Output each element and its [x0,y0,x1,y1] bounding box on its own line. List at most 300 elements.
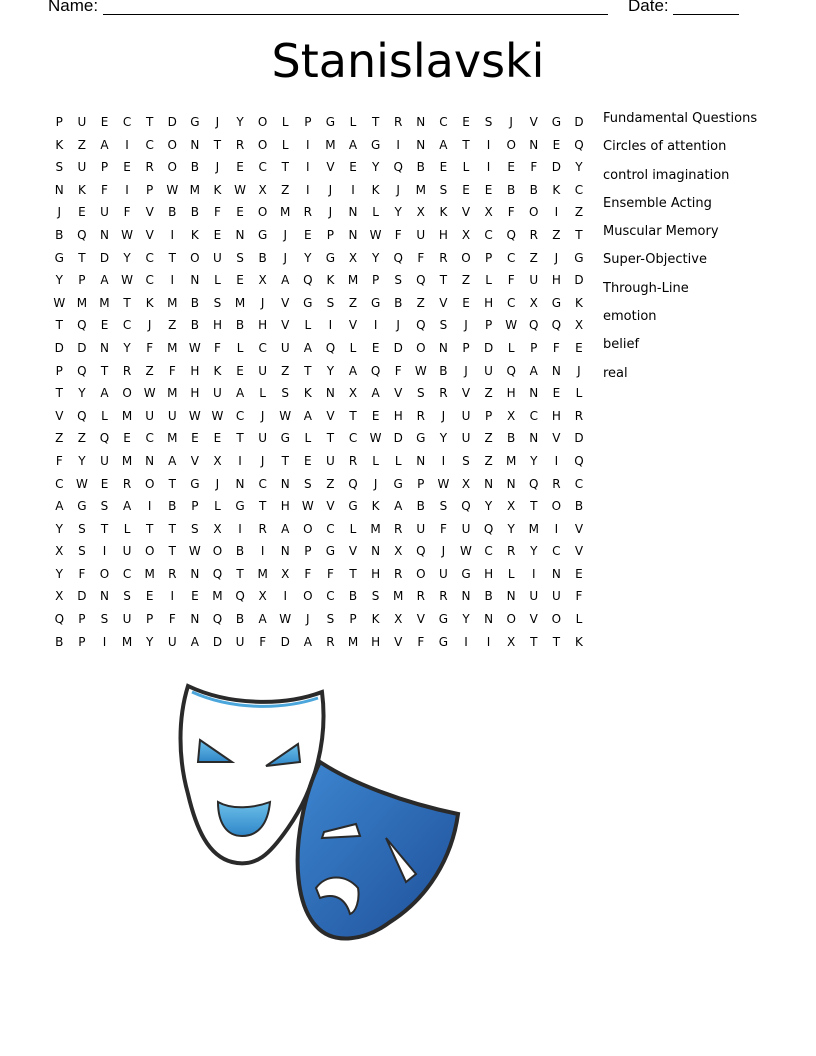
name-field[interactable] [103,0,608,15]
grid-letter[interactable]: W [369,431,382,446]
grid-letter[interactable]: B [507,182,516,197]
grid-letter[interactable]: T [168,521,176,536]
grid-letter[interactable]: A [439,137,448,152]
grid-letter[interactable]: C [326,589,335,604]
grid-letter[interactable]: X [394,544,403,559]
grid-letter[interactable]: P [304,544,312,559]
grid-letter[interactable]: S [55,160,64,175]
grid-letter[interactable]: W [437,476,450,491]
grid-letter[interactable]: A [100,273,109,288]
grid-letter[interactable]: W [143,386,156,401]
grid-letter[interactable]: I [531,566,536,581]
grid-letter[interactable]: F [259,634,267,649]
grid-letter[interactable]: M [99,295,110,310]
grid-letter[interactable]: U [461,408,471,423]
grid-letter[interactable]: P [417,476,425,491]
grid-letter[interactable]: V [281,295,290,310]
grid-letter[interactable]: A [303,340,312,355]
grid-letter[interactable]: X [213,453,222,468]
grid-letter[interactable]: O [506,137,516,152]
grid-letter[interactable]: T [371,115,380,129]
grid-letter[interactable]: O [167,137,177,152]
grid-letter[interactable]: I [306,137,310,152]
grid-letter[interactable]: W [121,273,134,288]
grid-letter[interactable]: O [506,612,516,627]
grid-letter[interactable]: O [551,499,562,514]
grid-letter[interactable]: N [145,453,155,468]
grid-letter[interactable]: T [530,634,538,649]
grid-letter[interactable]: S [281,386,290,401]
grid-letter[interactable]: M [393,589,404,604]
grid-letter[interactable]: L [485,273,492,288]
grid-letter[interactable]: U [416,227,426,242]
grid-letter[interactable]: X [507,499,516,514]
grid-letter[interactable]: G [280,431,290,446]
grid-letter[interactable]: N [529,431,539,446]
grid-letter[interactable]: O [257,205,268,220]
grid-letter[interactable]: I [306,182,310,197]
grid-letter[interactable]: O [303,589,313,604]
grid-letter[interactable]: I [328,318,333,333]
grid-letter[interactable]: A [281,273,290,288]
grid-letter[interactable]: G [235,499,245,514]
grid-letter[interactable]: N [529,137,539,152]
grid-letter[interactable]: R [507,544,516,559]
grid-letter[interactable]: J [260,408,265,423]
grid-letter[interactable]: X [461,227,471,242]
grid-letter[interactable]: Z [326,476,335,491]
grid-letter[interactable]: K [552,182,561,197]
grid-letter[interactable]: T [100,521,109,536]
grid-letter[interactable]: C [484,544,493,559]
grid-letter[interactable]: E [371,408,380,423]
grid-letter[interactable]: Q [235,589,245,604]
grid-letter[interactable]: E [304,453,312,468]
grid-letter[interactable]: P [484,250,493,265]
grid-letter[interactable]: T [281,160,289,175]
grid-letter[interactable]: H [190,363,200,378]
grid-letter[interactable]: X [394,612,403,627]
grid-letter[interactable]: Q [483,521,494,536]
grid-letter[interactable]: S [462,453,470,468]
grid-letter[interactable]: Z [484,386,493,401]
grid-letter[interactable]: G [393,476,403,491]
grid-letter[interactable]: F [530,160,538,175]
grid-letter[interactable]: R [348,453,358,468]
grid-letter[interactable]: M [212,589,223,604]
grid-letter[interactable]: X [213,521,222,536]
grid-letter[interactable]: I [170,227,175,242]
grid-letter[interactable]: Y [78,453,86,468]
grid-letter[interactable]: T [439,273,448,288]
grid-letter[interactable]: A [122,499,132,514]
grid-letter[interactable]: C [574,182,584,197]
grid-letter[interactable]: S [123,589,131,604]
grid-letter[interactable]: T [236,431,244,446]
grid-letter[interactable]: T [168,476,176,491]
grid-letter[interactable]: L [349,521,357,536]
grid-letter[interactable]: Q [212,612,223,627]
grid-letter[interactable]: I [373,318,378,333]
grid-letter[interactable]: I [170,589,175,604]
grid-letter[interactable]: I [147,499,152,514]
grid-letter[interactable]: M [347,273,359,288]
grid-letter[interactable]: W [234,182,246,197]
grid-letter[interactable]: D [54,340,64,355]
grid-letter[interactable]: F [507,273,515,288]
grid-letter[interactable]: M [505,453,517,468]
grid-letter[interactable]: C [258,340,267,355]
grid-letter[interactable]: X [258,589,267,604]
grid-letter[interactable]: N [438,340,448,355]
grid-letter[interactable]: S [236,250,244,265]
grid-letter[interactable]: A [394,499,403,514]
grid-letter[interactable]: R [552,476,561,491]
grid-letter[interactable]: Q [416,544,426,559]
grid-letter[interactable]: T [213,137,222,152]
grid-letter[interactable]: R [394,521,403,536]
grid-letter[interactable]: M [325,137,336,152]
grid-letter[interactable]: C [348,431,358,446]
grid-letter[interactable]: Q [303,273,313,288]
grid-letter[interactable]: J [554,250,559,265]
grid-letter[interactable]: Y [326,363,335,378]
grid-letter[interactable]: N [484,612,494,627]
grid-letter[interactable]: I [486,160,491,175]
grid-letter[interactable]: F [214,340,221,355]
grid-letter[interactable]: E [236,160,244,175]
grid-letter[interactable]: Z [416,295,425,310]
grid-letter[interactable]: N [506,476,516,491]
grid-letter[interactable]: I [554,205,559,220]
grid-letter[interactable]: W [166,182,179,197]
grid-letter[interactable]: L [507,340,515,355]
grid-letter[interactable]: Q [551,318,562,333]
grid-letter[interactable]: B [235,318,245,333]
grid-letter[interactable]: F [417,250,425,265]
grid-letter[interactable]: U [461,431,471,446]
grid-letter[interactable]: R [326,634,335,649]
grid-letter[interactable]: S [213,295,222,310]
grid-letter[interactable]: R [303,205,312,220]
grid-letter[interactable]: G [438,634,449,649]
grid-letter[interactable]: U [461,521,471,536]
grid-letter[interactable]: T [146,115,154,129]
grid-letter[interactable]: P [326,227,335,242]
grid-letter[interactable]: I [102,634,107,649]
grid-letter[interactable]: Y [530,453,538,468]
grid-letter[interactable]: D [212,634,223,649]
grid-letter[interactable]: T [530,499,538,514]
grid-letter[interactable]: N [280,544,290,559]
grid-letter[interactable]: S [304,476,312,491]
grid-letter[interactable]: J [396,182,400,197]
grid-letter[interactable]: W [188,340,201,355]
grid-letter[interactable]: I [396,137,400,152]
grid-letter[interactable]: H [371,634,381,649]
grid-letter[interactable]: B [529,182,538,197]
grid-letter[interactable]: Z [77,431,86,446]
grid-letter[interactable]: A [303,634,312,649]
grid-letter[interactable]: N [190,566,200,581]
grid-letter[interactable]: V [326,408,335,423]
grid-letter[interactable]: R [122,476,132,491]
grid-letter[interactable]: S [326,612,335,627]
grid-letter[interactable]: Z [574,205,584,220]
grid-letter[interactable]: Y [530,544,538,559]
grid-letter[interactable]: U [235,634,245,649]
grid-letter[interactable]: K [213,182,222,197]
grid-letter[interactable]: C [235,408,245,423]
grid-letter[interactable]: A [100,137,109,152]
grid-letter[interactable]: G [325,250,336,265]
grid-letter[interactable]: U [145,408,155,423]
grid-letter[interactable]: J [464,318,468,333]
grid-letter[interactable]: V [394,386,403,401]
grid-letter[interactable]: B [190,318,199,333]
grid-letter[interactable]: N [416,453,426,468]
grid-letter[interactable]: E [123,160,131,175]
grid-letter[interactable]: K [55,137,64,152]
grid-letter[interactable]: I [441,453,446,468]
grid-letter[interactable]: U [529,273,539,288]
grid-letter[interactable]: O [303,521,313,536]
grid-letter[interactable]: H [438,227,448,242]
grid-letter[interactable]: I [486,137,491,152]
grid-letter[interactable]: L [575,386,583,401]
grid-letter[interactable]: G [416,431,426,446]
grid-letter[interactable]: Y [507,521,515,536]
grid-letter[interactable]: G [370,295,381,310]
grid-letter[interactable]: L [304,431,312,446]
grid-letter[interactable]: K [326,273,335,288]
grid-letter[interactable]: U [529,589,539,604]
grid-letter[interactable]: E [100,318,109,333]
grid-letter[interactable]: T [236,566,244,581]
grid-letter[interactable]: R [439,589,448,604]
grid-letter[interactable]: A [281,521,290,536]
grid-letter[interactable]: Z [484,453,493,468]
grid-letter[interactable]: A [529,363,538,378]
grid-letter[interactable]: G [257,227,268,242]
grid-letter[interactable]: R [439,250,448,265]
grid-letter[interactable]: G [303,295,313,310]
grid-letter[interactable]: T [349,566,357,581]
grid-letter[interactable]: S [78,521,86,536]
grid-letter[interactable]: C [506,295,516,310]
grid-letter[interactable]: B [168,499,177,514]
grid-letter[interactable]: H [551,273,561,288]
grid-letter[interactable]: Q [574,137,584,152]
grid-letter[interactable]: J [57,205,62,220]
grid-letter[interactable]: C [145,273,154,288]
grid-letter[interactable]: J [441,544,446,559]
date-field[interactable] [673,0,739,15]
grid-letter[interactable]: S [484,115,493,129]
grid-letter[interactable]: G [190,115,200,129]
grid-letter[interactable]: O [257,137,268,152]
grid-letter[interactable]: L [575,612,583,627]
grid-letter[interactable]: X [348,386,358,401]
grid-letter[interactable]: R [122,363,132,378]
grid-letter[interactable]: C [145,250,154,265]
grid-letter[interactable]: E [145,589,154,604]
grid-letter[interactable]: R [394,115,403,129]
grid-letter[interactable]: B [235,612,245,627]
grid-letter[interactable]: J [260,295,265,310]
grid-letter[interactable]: F [507,205,515,220]
grid-letter[interactable]: D [77,589,87,604]
grid-letter[interactable]: Q [393,160,403,175]
grid-letter[interactable]: D [393,340,403,355]
grid-letter[interactable]: U [122,612,132,627]
grid-letter[interactable]: M [121,634,133,649]
grid-letter[interactable]: Q [99,431,110,446]
grid-letter[interactable]: T [349,408,357,423]
grid-letter[interactable]: G [325,115,336,129]
grid-letter[interactable]: Y [55,566,63,581]
grid-letter[interactable]: I [486,634,491,649]
grid-letter[interactable]: Q [348,476,358,491]
grid-letter[interactable]: E [462,295,470,310]
grid-letter[interactable]: F [417,634,425,649]
grid-letter[interactable]: W [279,408,292,423]
grid-letter[interactable]: Q [77,318,87,333]
grid-letter[interactable]: P [371,273,380,288]
grid-letter[interactable]: A [168,453,177,468]
grid-letter[interactable]: J [260,453,265,468]
grid-letter[interactable]: V [552,431,561,446]
grid-letter[interactable]: B [348,589,358,604]
grid-letter[interactable]: G [348,499,358,514]
grid-letter[interactable]: G [325,544,336,559]
grid-letter[interactable]: E [100,476,109,491]
grid-letter[interactable]: T [168,544,176,559]
grid-letter[interactable]: V [190,453,199,468]
grid-letter[interactable]: E [552,386,561,401]
grid-letter[interactable]: X [529,295,538,310]
grid-letter[interactable]: Z [77,137,86,152]
grid-letter[interactable]: O [122,386,132,401]
grid-letter[interactable]: Q [54,612,65,627]
grid-letter[interactable]: E [575,340,583,355]
grid-letter[interactable]: B [484,589,493,604]
grid-letter[interactable]: M [76,295,88,310]
grid-letter[interactable]: C [552,544,561,559]
grid-letter[interactable]: X [55,544,64,559]
grid-letter[interactable]: C [529,408,538,423]
grid-letter[interactable]: B [574,499,584,514]
grid-letter[interactable]: O [257,115,268,129]
grid-letter[interactable]: E [236,205,244,220]
grid-letter[interactable]: F [394,363,402,378]
grid-letter[interactable]: U [326,453,335,468]
grid-letter[interactable]: V [281,318,290,333]
grid-letter[interactable]: I [283,589,287,604]
grid-letter[interactable]: V [574,521,584,536]
grid-letter[interactable]: Y [55,521,63,536]
grid-letter[interactable]: O [144,544,155,559]
grid-letter[interactable]: Q [506,363,516,378]
grid-letter[interactable]: G [190,476,200,491]
grid-letter[interactable]: P [100,160,109,175]
grid-letter[interactable]: J [373,476,378,491]
grid-letter[interactable]: E [371,340,380,355]
grid-letter[interactable]: F [214,205,221,220]
grid-letter[interactable]: U [167,634,177,649]
grid-letter[interactable]: B [168,205,177,220]
grid-letter[interactable]: D [393,431,403,446]
grid-letter[interactable]: L [281,137,289,152]
grid-letter[interactable]: Z [529,250,538,265]
grid-letter[interactable]: N [506,589,516,604]
grid-letter[interactable]: N [99,340,109,355]
grid-letter[interactable]: K [371,182,380,197]
grid-letter[interactable]: Z [281,182,290,197]
grid-letter[interactable]: Y [462,612,470,627]
grid-letter[interactable]: F [168,363,176,378]
grid-letter[interactable]: T [55,318,63,333]
grid-letter[interactable]: G [370,137,381,152]
grid-letter[interactable]: Z [552,227,561,242]
grid-letter[interactable]: Q [574,453,584,468]
grid-letter[interactable]: S [100,499,109,514]
grid-letter[interactable]: I [554,453,559,468]
grid-letter[interactable]: G [551,295,562,310]
grid-letter[interactable]: H [371,566,381,581]
grid-letter[interactable]: W [75,476,88,491]
grid-letter[interactable]: R [574,408,584,423]
grid-letter[interactable]: C [145,431,154,446]
grid-letter[interactable]: P [191,499,199,514]
grid-letter[interactable]: N [551,363,561,378]
grid-letter[interactable]: N [99,589,109,604]
grid-letter[interactable]: S [371,589,380,604]
grid-letter[interactable]: F [552,340,560,355]
grid-letter[interactable]: Z [168,318,177,333]
grid-letter[interactable]: R [168,566,177,581]
grid-letter[interactable]: B [416,160,425,175]
grid-letter[interactable]: K [190,227,199,242]
grid-letter[interactable]: E [304,227,312,242]
grid-letter[interactable]: Q [77,363,87,378]
grid-letter[interactable]: D [574,431,584,446]
grid-letter[interactable]: F [78,566,86,581]
grid-letter[interactable]: X [281,566,290,581]
grid-letter[interactable]: T [575,227,583,242]
grid-letter[interactable]: K [213,363,222,378]
grid-letter[interactable]: W [121,227,134,242]
grid-letter[interactable]: U [258,363,268,378]
grid-letter[interactable]: F [168,612,176,627]
grid-letter[interactable]: B [190,295,199,310]
grid-letter[interactable]: A [258,612,267,627]
grid-letter[interactable]: Q [77,227,87,242]
grid-letter[interactable]: M [167,431,178,446]
grid-letter[interactable]: N [235,476,245,491]
grid-letter[interactable]: X [258,182,267,197]
grid-letter[interactable]: I [306,160,310,175]
grid-letter[interactable]: M [347,634,359,649]
grid-letter[interactable]: S [191,521,199,536]
grid-letter[interactable]: Z [461,273,471,288]
grid-letter[interactable]: E [213,431,222,446]
grid-letter[interactable]: U [258,431,268,446]
grid-letter[interactable]: T [304,363,312,378]
grid-letter[interactable]: D [483,340,494,355]
grid-letter[interactable]: C [506,250,516,265]
grid-letter[interactable]: X [258,273,267,288]
